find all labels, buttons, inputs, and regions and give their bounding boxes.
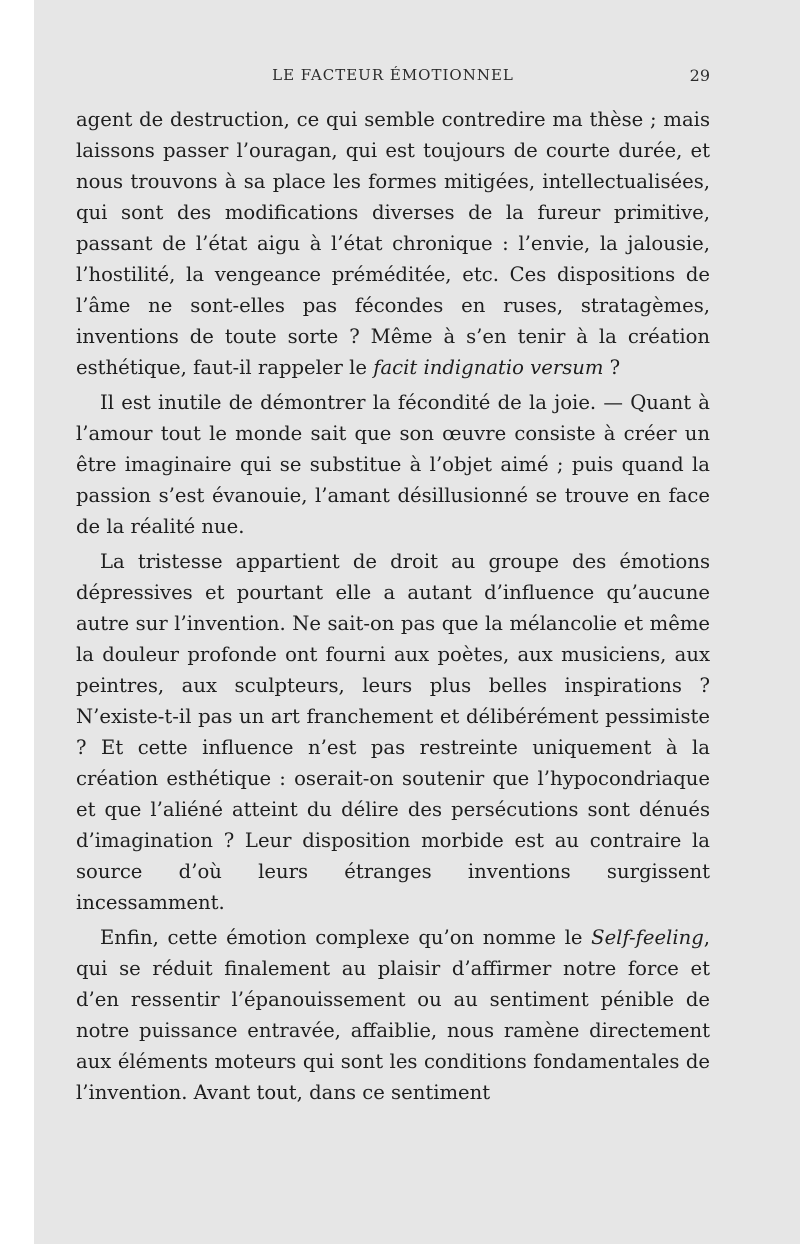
paragraph-1 [76, 104, 710, 383]
paragraph-3: La tristesse appartient de droit au groupe des émotions dépressives et pourtant elle a autant d’influence qu’aucune autre sur l’invention. Ne sait-on pas que la mélancolie et même la douleur profonde ont fourni aux poètes, aux musiciens, aux peintres, aux sculpteurs, leurs plus belles inspirations ? N’existe-t-il pas un art franchement et délibérément pessimiste ? Et cette influence n’est pas restreinte uniquement à la création esthétique : oserait-on soutenir que l’hypocondriaque et que l’aliéné atteint du délire des persécutions sont dénués d’imagination ? Leur disposition morbide est au contraire la source d’où leurs étranges inventions surgissent incessamment. [76, 550, 710, 914]
paragraph-2: Il est inutile de démontrer la fécondité de la joie. — Quant à l’amour tout le monde sait que son œuvre consiste à créer un être imaginaire qui se substitue à l’objet aimé ; puis quand la passion s’est évanouie, l’amant désillusionné se trouve en face de la réalité nue. [76, 391, 710, 538]
page-left-margin [0, 0, 34, 1244]
paragraph-4 [76, 922, 710, 1108]
running-title: LE FACTEUR ÉMOTIONNEL [272, 66, 514, 84]
latin-quotation: facit indignatio versum [373, 356, 604, 379]
english-term: Self-feeling [591, 926, 704, 949]
paragraph-4-text: Enfin, cette émotion complexe qu’on nomme le [100, 926, 592, 949]
page-header [76, 66, 710, 90]
paragraph-1-text: agent de destruction, ce qui semble contredire ma thèse ; mais laissons passer l’ouragan, qui est toujours de courte durée, et nous trouvons à sa place les formes mitigées, intellectualisées, qui sont des modifications diverses de la fureur primitive, passant de l’état aigu à l’état chronique : l’envie, la jalousie, l’hostilité, la vengeance préméditée, etc. Ces dispositions de l’âme ne sont-elles pas fécondes en ruses, stratagèmes, inventions de toute sorte ? Même à s’en tenir à la création esthétique, faut-il rappeler le [76, 108, 710, 379]
paragraph-1-end: ? [603, 356, 621, 379]
page-body [76, 104, 710, 1108]
paragraph-4-end: , qui se réduit finalement au plaisir d’affirmer notre force et d’en ressentir l’épanouissement ou au sentiment pénible de notre puissance entravée, affaiblie, nous ramène directement aux éléments moteurs qui sont les conditions fondamentales de l’invention. Avant tout, dans ce sentiment [76, 926, 710, 1104]
page-number: 29 [689, 66, 710, 85]
